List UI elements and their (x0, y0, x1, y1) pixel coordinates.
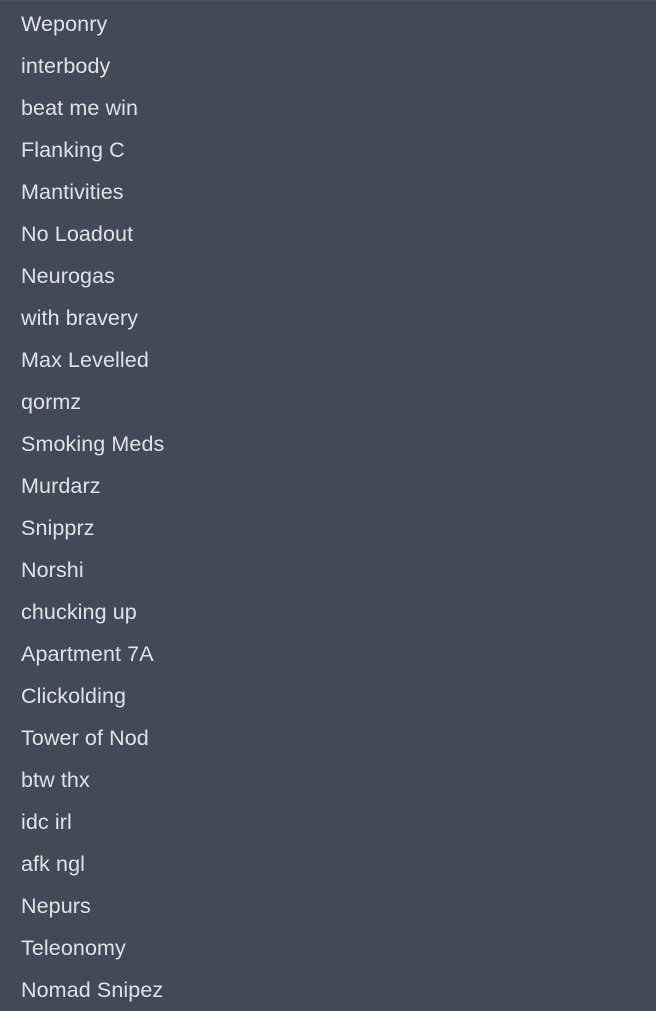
list-item[interactable]: chucking up (21, 600, 137, 624)
list-item[interactable]: Flanking C (21, 138, 125, 162)
list-item[interactable]: Apartment 7A (21, 642, 154, 666)
list-item[interactable]: Weponry (21, 12, 108, 36)
list-item[interactable]: idc irl (21, 810, 72, 834)
list-item[interactable]: Neurogas (21, 264, 116, 288)
list-item[interactable]: Nomad Snipez (21, 978, 164, 1002)
list-item[interactable]: No Loadout (21, 222, 134, 246)
list-item[interactable]: Teleonomy (21, 936, 126, 960)
list-item[interactable]: Tower of Nod (21, 726, 149, 750)
list-item[interactable]: Norshi (21, 558, 84, 582)
list-item[interactable]: Clickolding (21, 684, 127, 708)
list-item[interactable]: btw thx (21, 768, 90, 792)
list-item[interactable]: Murdarz (21, 474, 101, 498)
list-item[interactable]: Nepurs (21, 894, 91, 918)
list-item[interactable]: interbody (21, 54, 111, 78)
list-item[interactable]: Max Levelled (21, 348, 149, 372)
list-item[interactable]: qormz (21, 390, 82, 414)
list-item[interactable]: Smoking Meds (21, 432, 165, 456)
list-item[interactable]: afk ngl (21, 852, 86, 876)
list-item[interactable]: beat me win (21, 96, 139, 120)
list-item[interactable]: Snipprz (21, 516, 95, 540)
list-item[interactable]: with bravery (21, 306, 139, 330)
list-item[interactable]: Mantivities (21, 180, 124, 204)
